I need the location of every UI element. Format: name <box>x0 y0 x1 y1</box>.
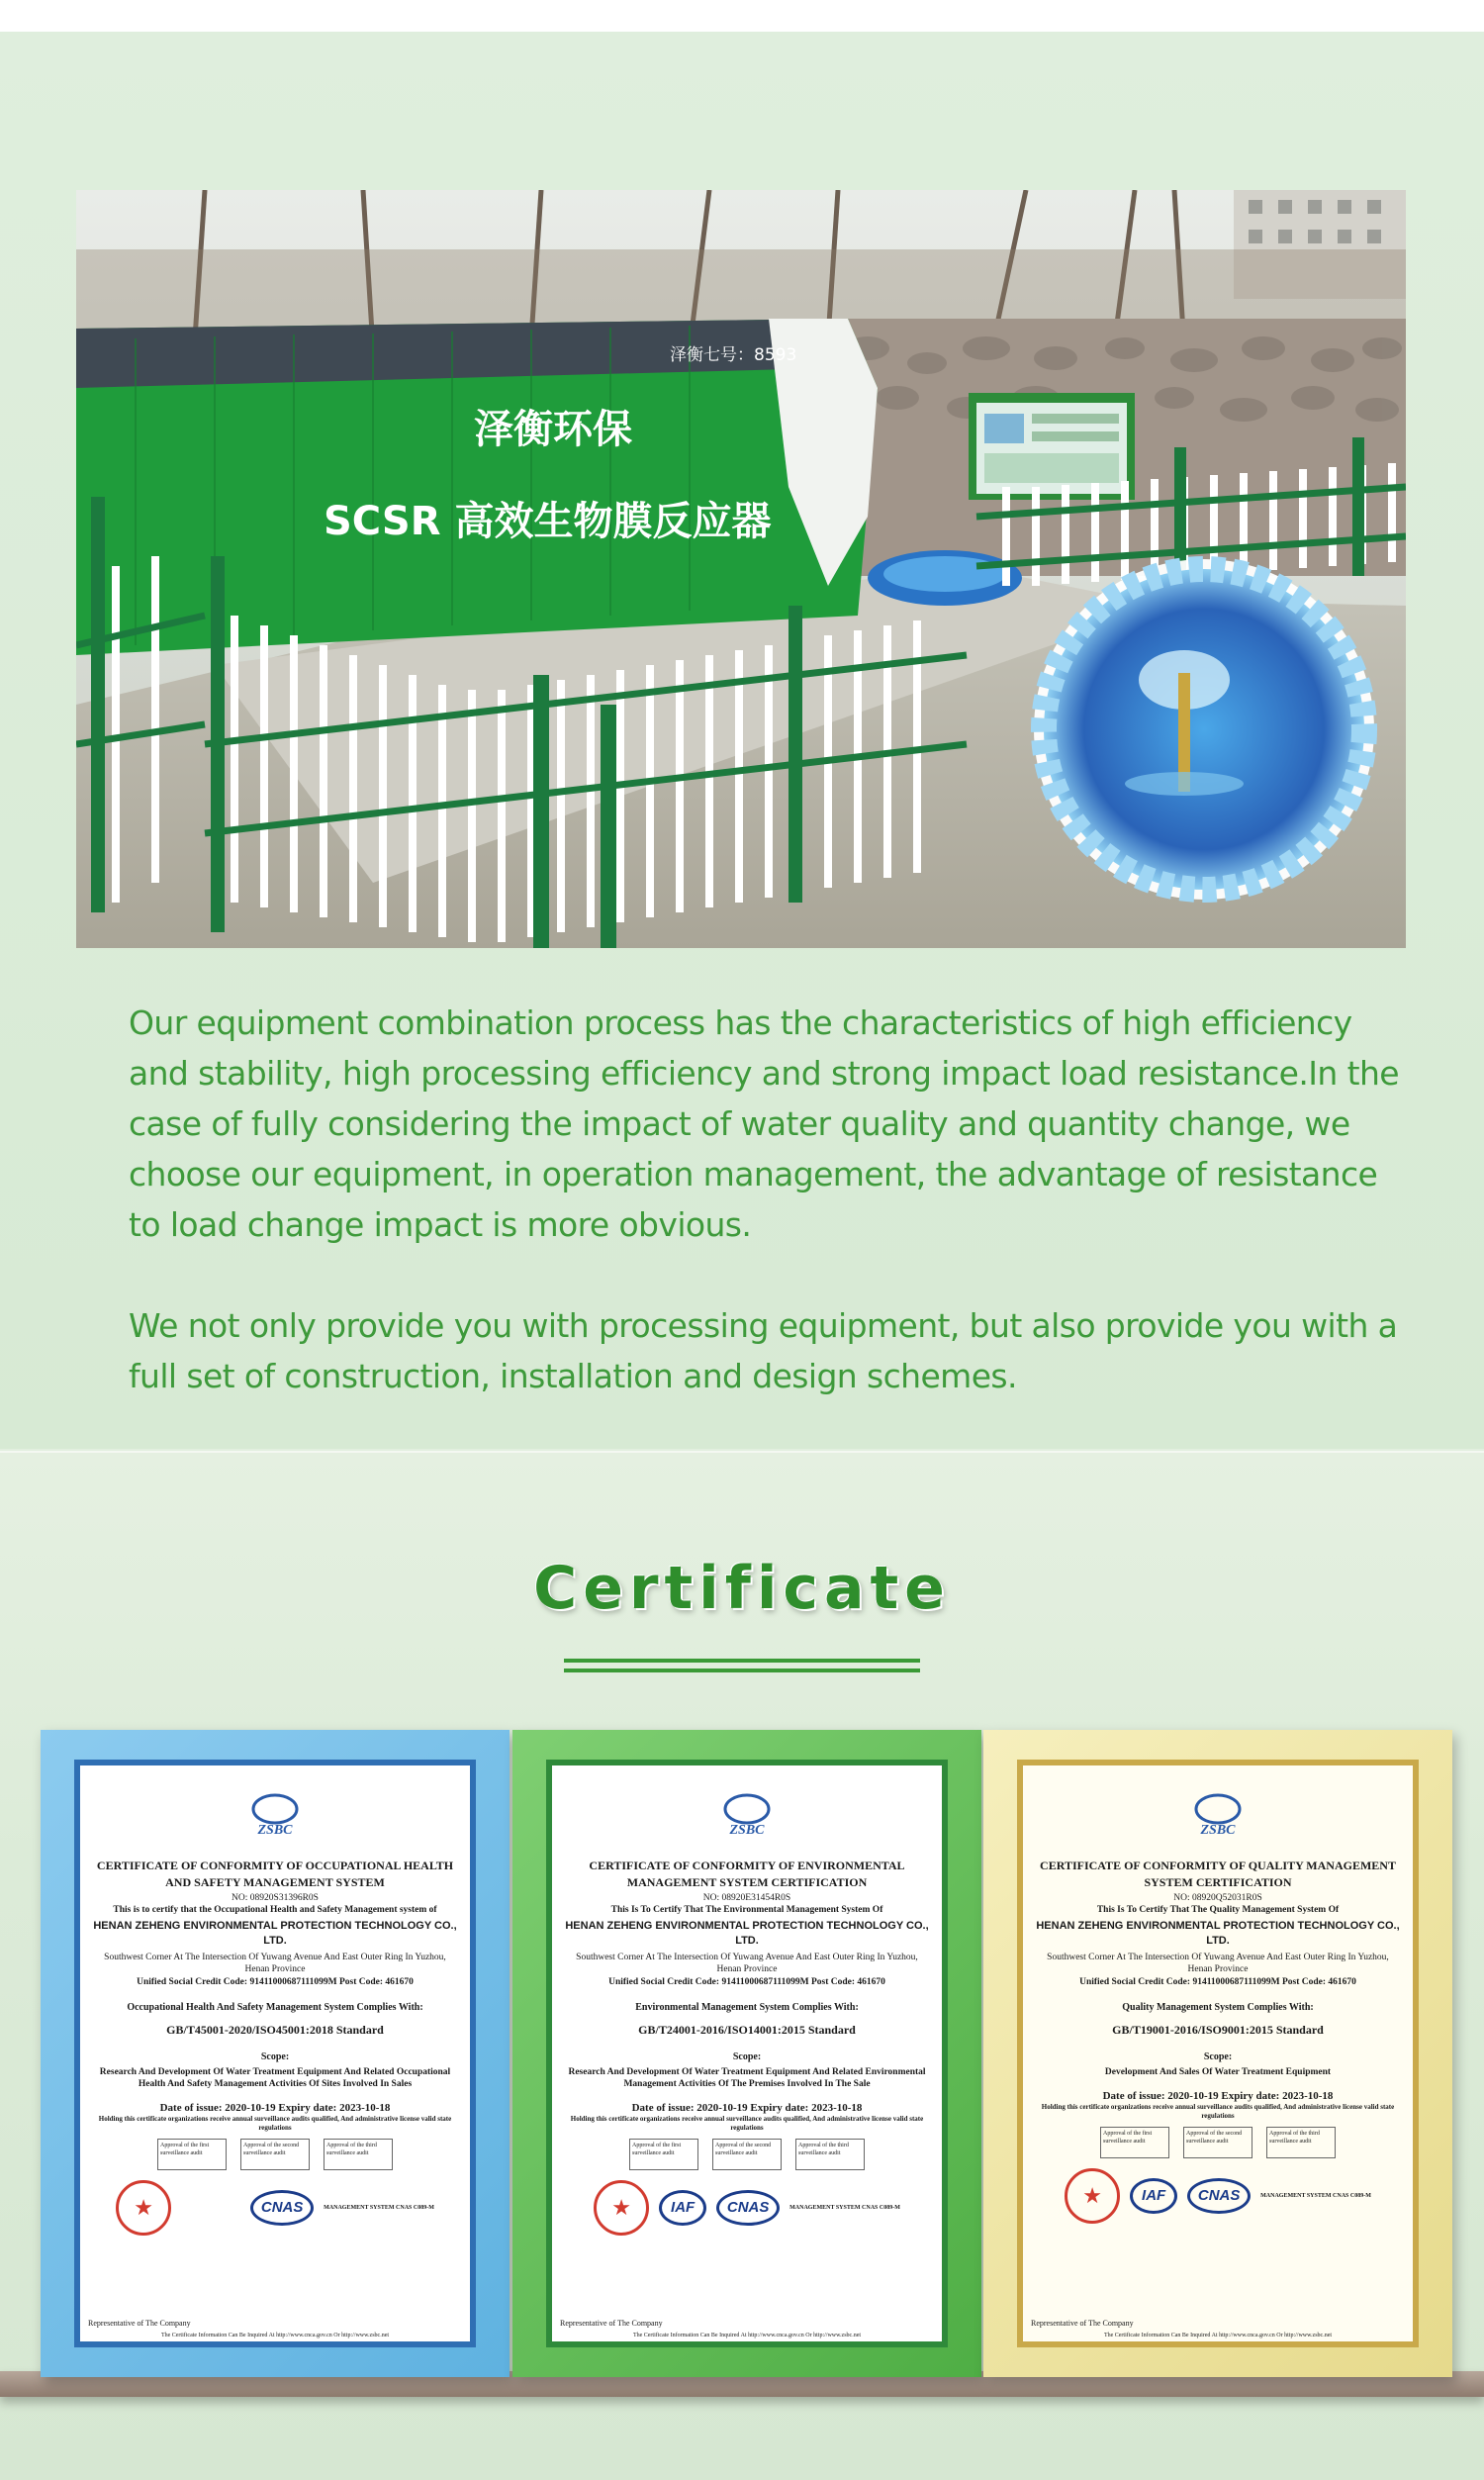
cert-credit: Unified Social Credit Code: 91411000687111099M Post Code: 461670 <box>608 1977 885 1987</box>
zsbc-logo-icon <box>235 1791 315 1837</box>
cert-representative: Representative of The Company <box>1031 2319 1134 2328</box>
seal-row <box>1023 2168 1413 2224</box>
cert-address: Southwest Corner At The Intersection Of Yuwang Avenue And East Outer Ring In Yuzhou, Henan Province <box>1047 1953 1389 1974</box>
zsbc-logo-icon <box>707 1791 787 1837</box>
certificate-card <box>41 1730 510 2377</box>
audit-box: Approval of the third surveillance audit <box>795 2139 865 2170</box>
cert-credit: Unified Social Credit Code: 91411000687111099M Post Code: 461670 <box>1079 1977 1356 1987</box>
equipment-scene <box>76 190 1406 948</box>
audit-box: Approval of the first surveillance audit <box>629 2139 698 2170</box>
iaf-logo-icon: IAF <box>659 2190 706 2226</box>
company-seal-icon: ★ <box>594 2180 649 2236</box>
company-seal-icon: ★ <box>116 2180 171 2236</box>
cert-standard: GB/T45001-2020/ISO45001:2018 Standard <box>166 2023 384 2037</box>
cert-holding: Holding this certificate organizations receive annual surveillance audits qualified, And administrative license valid state regulations <box>570 2115 924 2132</box>
certificate-paper <box>74 1760 476 2347</box>
cert-complies: Quality Management System Complies With: <box>1122 2002 1314 2013</box>
cert-standard: GB/T24001-2016/ISO14001:2015 Standard <box>638 2023 856 2037</box>
container-number: 泽衡七号：8593 <box>670 345 797 365</box>
audit-box: Approval of the first surveillance audit <box>157 2139 227 2170</box>
audit-box: Approval of the second surveillance audit <box>240 2139 310 2170</box>
cert-scope-label: Scope: <box>1203 2051 1233 2062</box>
cert-complies: Occupational Health And Safety Management System Complies With: <box>127 2002 423 2013</box>
cert-dates: Date of issue: 2020-10-19 Expiry date: 2023-10-18 <box>1102 2090 1334 2102</box>
heading-rule-bottom <box>564 1669 920 1672</box>
cert-company: HENAN ZEHENG ENVIRONMENTAL PROTECTION TECHNOLOGY CO., LTD. <box>93 1920 457 1947</box>
certificate-heading: Certificate <box>533 1554 951 1623</box>
cert-certify: This is to certify that the Occupational Health and Safety Management system of <box>113 1905 437 1915</box>
zsbc-logo-icon <box>1178 1791 1257 1837</box>
cert-scope-label: Scope: <box>260 2051 290 2062</box>
audit-box: Approval of the second surveillance audit <box>1183 2127 1252 2158</box>
svg-text:ZSBC: ZSBC <box>257 1823 293 1837</box>
top-white-strip <box>0 0 1484 32</box>
audit-box: Approval of the second surveillance audit <box>712 2139 782 2170</box>
cnas-logo-icon: CNAS <box>250 2190 314 2226</box>
seal-row <box>552 2180 942 2236</box>
container-subtitle-cn: SCSR 高效生物膜反应器 <box>324 499 772 544</box>
cert-scope: Development And Sales Of Water Treatment Equipment <box>1104 2067 1332 2077</box>
cert-holding: Holding this certificate organizations receive annual surveillance audits qualified, And administrative license valid state regulations <box>1041 2103 1395 2120</box>
cnas-caption: MANAGEMENT SYSTEM CNAS C089-M <box>324 2205 434 2211</box>
certificate-card <box>983 1730 1452 2377</box>
description-paragraph-2: We not only provide you with processing equipment, but also provide you with a full set of construction, installation and design schemes. <box>129 1306 1398 1395</box>
cert-title: CERTIFICATE OF CONFORMITY OF OCCUPATIONAL HEALTH AND SAFETY MANAGEMENT SYSTEM <box>96 1859 454 1889</box>
svg-text:ZSBC: ZSBC <box>729 1823 765 1837</box>
cnas-logo-icon: CNAS <box>1187 2178 1251 2214</box>
audit-box: Approval of the third surveillance audit <box>324 2139 393 2170</box>
cert-address: Southwest Corner At The Intersection Of Yuwang Avenue And East Outer Ring In Yuzhou, Henan Province <box>576 1953 918 1974</box>
cert-footer: The Certificate Information Can Be Inquired At http://www.cnca.gov.cn Or http://www.zsbc.net <box>1103 2333 1333 2338</box>
svg-text:ZSBC: ZSBC <box>1200 1823 1236 1837</box>
cert-representative: Representative of The Company <box>88 2319 191 2328</box>
cert-credit: Unified Social Credit Code: 91411000687111099M Post Code: 461670 <box>137 1977 414 1987</box>
container-title-cn: 泽衡环保 <box>474 407 632 452</box>
cert-scope: Research And Development Of Water Treatment Equipment And Related Occupational Health And Safety Management Activities Of Sites Involved In Sales <box>99 2067 451 2089</box>
cert-number: NO: 08920E31454R0S <box>702 1893 791 1903</box>
audit-box: Approval of the first surveillance audit <box>1100 2127 1169 2158</box>
cert-complies: Environmental Management System Complies With: <box>635 2002 859 2013</box>
cert-company: HENAN ZEHENG ENVIRONMENTAL PROTECTION TECHNOLOGY CO., LTD. <box>565 1920 929 1947</box>
cnas-caption: MANAGEMENT SYSTEM CNAS C089-M <box>789 2205 900 2211</box>
cert-footer: The Certificate Information Can Be Inquired At http://www.cnca.gov.cn Or http://www.zsbc.net <box>632 2333 862 2338</box>
cert-number: NO: 08920S31396R0S <box>232 1893 319 1903</box>
certificate-card <box>512 1730 981 2377</box>
cert-standard: GB/T19001-2016/ISO9001:2015 Standard <box>1112 2023 1324 2037</box>
cnas-caption: MANAGEMENT SYSTEM CNAS C089-M <box>1260 2193 1371 2199</box>
cert-certify: This Is To Certify That The Quality Management System Of <box>1096 1905 1340 1915</box>
cert-dates: Date of issue: 2020-10-19 Expiry date: 2023-10-18 <box>159 2102 391 2114</box>
certificate-paper <box>546 1760 948 2347</box>
cert-company: HENAN ZEHENG ENVIRONMENTAL PROTECTION TECHNOLOGY CO., LTD. <box>1036 1920 1400 1947</box>
audit-box: Approval of the third surveillance audit <box>1266 2127 1336 2158</box>
heading-rule-top <box>564 1659 920 1663</box>
cnas-logo-icon: CNAS <box>716 2190 780 2226</box>
seal-row <box>80 2180 470 2236</box>
description-paragraph-1: Our equipment combination process has the characteristics of high efficiency and stability, high processing efficiency and strong impact load resistance.In the case of fully considering the impact of water quality and quantity change, we choose our equipment, in operation management, the advantage of resistance to load change impact is more obvious. <box>129 1003 1399 1244</box>
cert-holding: Holding this certificate organizations receive annual surveillance audits qualified, And administrative license valid state regulations <box>98 2115 452 2132</box>
cert-representative: Representative of The Company <box>560 2319 663 2328</box>
certificate-paper <box>1017 1760 1419 2347</box>
cert-certify: This Is To Certify That The Environmental Management System Of <box>610 1905 883 1915</box>
cert-address: Southwest Corner At The Intersection Of Yuwang Avenue And East Outer Ring In Yuzhou, Henan Province <box>104 1953 446 1974</box>
equipment-photo <box>76 190 1406 948</box>
cert-number: NO: 08920Q52031R0S <box>1173 1893 1262 1903</box>
company-seal-icon: ★ <box>1065 2168 1120 2224</box>
cert-title: CERTIFICATE OF CONFORMITY OF ENVIRONMENTAL MANAGEMENT SYSTEM CERTIFICATION <box>589 1859 905 1889</box>
cert-footer: The Certificate Information Can Be Inquired At http://www.cnca.gov.cn Or http://www.zsbc.net <box>160 2333 390 2338</box>
cert-title: CERTIFICATE OF CONFORMITY OF QUALITY MANAGEMENT SYSTEM CERTIFICATION <box>1040 1859 1396 1889</box>
description-block <box>129 998 1415 1452</box>
iaf-logo-icon: IAF <box>1130 2178 1177 2214</box>
cert-dates: Date of issue: 2020-10-19 Expiry date: 2023-10-18 <box>631 2102 863 2114</box>
cert-scope: Research And Development Of Water Treatment Equipment And Related Environmental Management Activities Of The Premises Involved In The Sale <box>568 2067 926 2089</box>
audit-boxes <box>1023 2127 1413 2158</box>
cert-scope-label: Scope: <box>732 2051 762 2062</box>
audit-boxes <box>552 2139 942 2170</box>
audit-boxes <box>80 2139 470 2170</box>
